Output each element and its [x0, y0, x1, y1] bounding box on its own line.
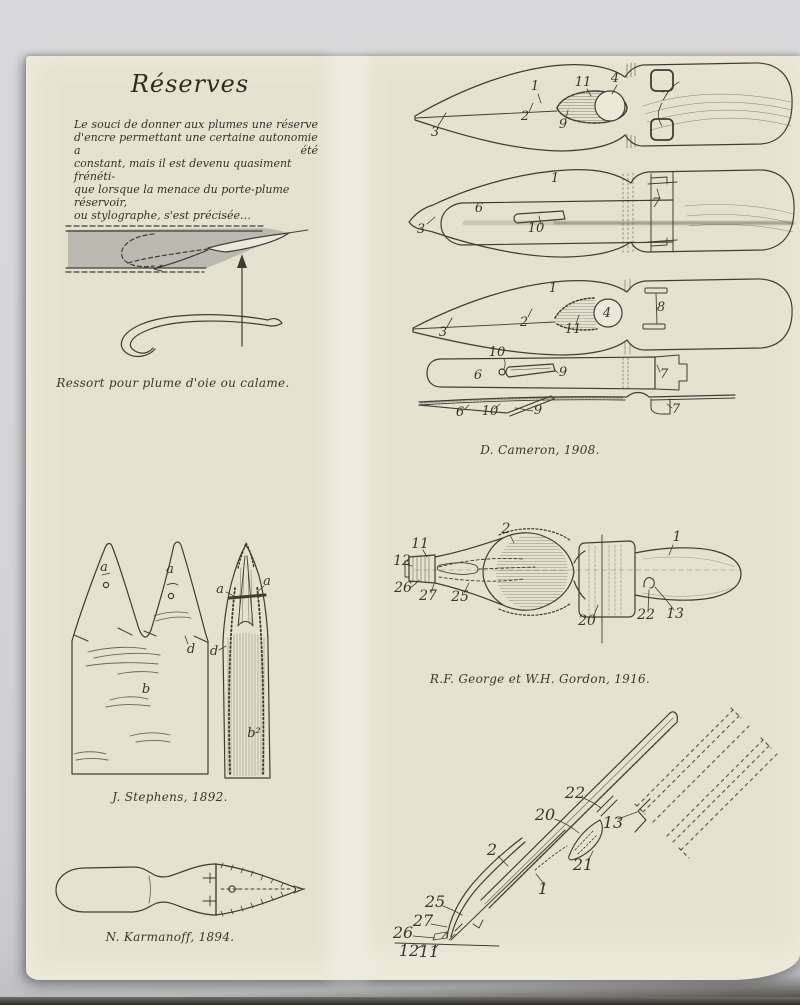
- diagram-label: 10: [481, 404, 499, 419]
- diagram-label: 6: [474, 201, 484, 216]
- intro-line: que lorsque la menace du porte-plume réservoir,: [74, 183, 290, 209]
- diagram-label: 13: [666, 606, 684, 622]
- diagram-label: 26: [392, 923, 414, 942]
- diagram-label: a: [216, 582, 224, 597]
- cameron-1908-diagram: [405, 56, 797, 434]
- diagram-label: 27: [419, 588, 437, 604]
- diagram-label: a: [166, 562, 174, 577]
- diagram-label: 22: [564, 783, 586, 802]
- diagram-label: 6: [455, 405, 465, 420]
- stephens-drawing: [72, 542, 270, 778]
- diagram-label: 3: [438, 325, 448, 340]
- column-gutter: [330, 56, 368, 980]
- george-top-drawing: [405, 529, 741, 643]
- diagram-label: 8: [656, 300, 666, 315]
- karmanoff-1894-diagram: [45, 852, 317, 927]
- diagram-label: 1: [548, 281, 558, 296]
- intro-line: Le souci de donner aux plumes une réserve: [74, 118, 318, 131]
- diagram-label: 10: [527, 221, 545, 236]
- intro-line: d'encre permettant une certaine autonomie a été: [74, 131, 318, 157]
- diagram-label: 25: [424, 892, 446, 911]
- diagram-label: a: [263, 574, 271, 589]
- karmanoff-drawing: [56, 863, 305, 916]
- diagram-label: 1: [550, 171, 560, 186]
- caption-george-gordon: R.F. George et W.H. Gordon, 1916.: [429, 672, 651, 686]
- diagram-label: 7: [659, 367, 669, 382]
- intro-paragraph: [74, 118, 318, 222]
- diagram-label: 9: [558, 365, 568, 380]
- diagram-label: 11: [564, 322, 582, 337]
- diagram-label: 20: [534, 805, 556, 824]
- diagram-label: 11: [411, 536, 429, 552]
- intro-line: ou stylographe, s'est précisée…: [74, 209, 252, 222]
- cameron-drawing: [409, 63, 794, 416]
- diagram-label: 9: [533, 403, 543, 418]
- diagram-label: 2: [486, 840, 498, 859]
- diagram-label: 10: [488, 345, 506, 360]
- diagram-label: 12: [398, 941, 420, 960]
- ghost-holder-dashes: [635, 708, 777, 858]
- caption-cameron: D. Cameron, 1908.: [480, 443, 600, 457]
- diagram-label: 25: [451, 589, 469, 605]
- diagram-label: 2: [520, 109, 530, 124]
- diagram-label: 20: [578, 613, 596, 629]
- diagram-label: 22: [637, 607, 655, 623]
- diagram-label: 2: [519, 315, 529, 330]
- diagram-label: a: [100, 560, 108, 575]
- diagram-label: 1: [672, 529, 682, 545]
- diagram-label: 7: [651, 196, 661, 211]
- diagram-label: 4: [610, 71, 620, 86]
- stephens-1892-diagram: [58, 528, 323, 786]
- section-title: Réserves: [130, 70, 250, 98]
- george-perspective-drawing: [395, 708, 777, 950]
- book-page: [26, 56, 800, 980]
- diagram-label: b: [141, 682, 151, 697]
- diagram-label: 6: [473, 368, 483, 383]
- diagram-label: 9: [558, 117, 568, 132]
- diagram-label: 11: [574, 75, 592, 90]
- spring-diagram: [58, 208, 323, 368]
- george-gordon-top-diagram: [395, 515, 747, 653]
- diagram-label: 27: [412, 911, 434, 930]
- diagram-label: 11: [418, 942, 440, 961]
- george-gordon-perspective-diagram: [385, 688, 765, 968]
- diagram-label: 12: [393, 553, 411, 569]
- caption-spring: Ressort pour plume d'oie ou calame.: [56, 376, 290, 390]
- diagram-label: 1: [530, 79, 540, 94]
- spring-drawing: [66, 226, 308, 356]
- diagram-label: d: [209, 644, 219, 659]
- caption-karmanoff: N. Karmanoff, 1894.: [105, 930, 235, 944]
- diagram-label: 7: [671, 402, 681, 417]
- diagram-label: 13: [602, 813, 624, 832]
- diagram-label: 3: [416, 222, 426, 237]
- diagram-label: b²: [247, 726, 261, 741]
- table-edge: [0, 997, 800, 1005]
- diagram-label: 26: [394, 580, 412, 596]
- diagram-label: 4: [602, 306, 612, 321]
- diagram-label: 21: [572, 855, 594, 874]
- diagram-label: 3: [430, 125, 440, 140]
- diagram-label: 1: [537, 879, 549, 898]
- diagram-label: 7: [660, 89, 670, 104]
- caption-stephens: J. Stephens, 1892.: [112, 790, 228, 804]
- intro-line: constant, mais il est devenu quasiment frénéti-: [74, 157, 292, 183]
- diagram-label: d: [186, 642, 196, 657]
- diagram-label: 2: [501, 521, 511, 537]
